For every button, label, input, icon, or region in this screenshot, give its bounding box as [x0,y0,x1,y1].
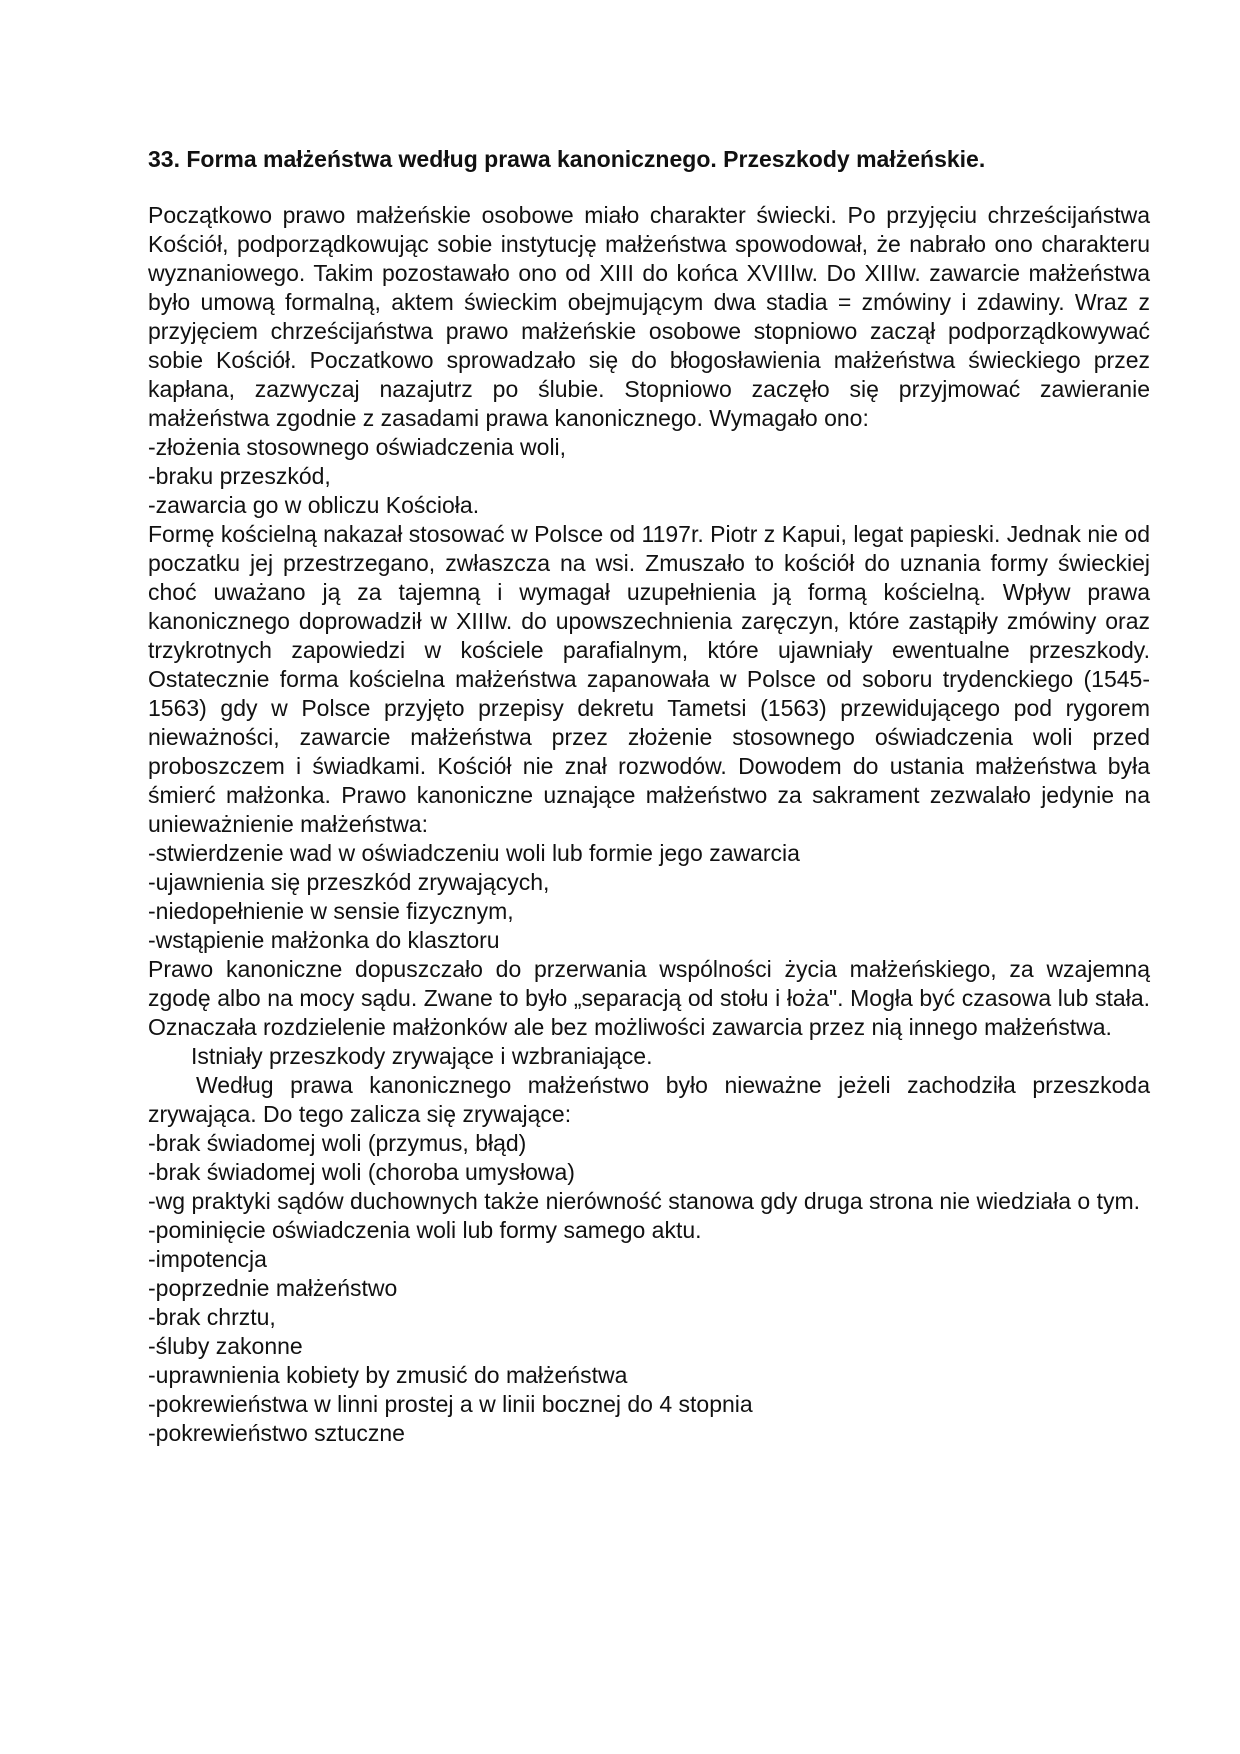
form-paragraph: Formę kościelną nakazał stosować w Polsce od 1197r. Piotr z Kapui, legat papieski. Jednak nie od poczatku jej przestrzegano, zwłaszcza na wsi. Zmuszało to kościół do uznania formy świeckiej choć uważano ją za tajemną i wymagał uzupełnienia ją formą kościelną. Wpływ prawa kanonicznego doprowadził w XIIIw. do upowszechnienia zaręczyn, które zastąpiły zmówiny oraz trzykrotnych zapowiedzi w kościele parafialnym, które ujawniały ewentualne przeszkody. Ostatecznie forma kościelna małżeństwa zapanowała w Polsce od soboru trydenckiego (1545-1563) gdy w Polsce przyjęto przepisy dekretu Tametsi (1563) przewidującego pod rygorem nieważności, zawarcie małżeństwa przez złożenie stosownego oświadczenia woli przed proboszczem i świadkami. Kościół nie znał rozwodów. Dowodem do ustania małżeństwa była śmierć małżonka. Prawo kanoniczne uznające małżeństwo za sakrament zezwalało jedynie na unieważnienie małżeństwa: [148,521,1150,837]
list-item: -uprawnienia kobiety by zmusić do małżeństwa [148,1362,628,1388]
nullifying-intro: Według prawa kanonicznego małżeństwo było nieważne jeżeli zachodziła przeszkoda zrywająca. Do tego zalicza się zrywające: [148,1072,1150,1127]
list-item: -wstąpienie małżonka do klasztoru [148,927,500,953]
requirements-list [148,433,1150,520]
list-item: -złożenia stosownego oświadczenia woli, [148,434,567,460]
intro-paragraph: Początkowo prawo małżeńskie osobowe miało charakter świecki. Po przyjęciu chrześcijaństwa Kościół, podporządkowując sobie instytucję małżeństwa spowodował, że nabrało ono charakteru wyznaniowego. Takim pozostawało ono od XIII do końca XVIIIw. Do XIIIw. zawarcie małżeństwa było umową formalną, aktem świeckim obejmującym dwa stadia = zmówiny i zdawiny. Wraz z przyjęciem chrześcijaństwa prawo małżeńskie osobowe stopniowo zaczął podporządkowywać sobie Kościół. Poczatkowo sprowadzało się do błogosławienia małżeństwa świeckiego przez kapłana, zazwyczaj nazajutrz po ślubie. Stopniowo zaczęło się przyjmować zawieranie małżeństwa zgodnie z zasadami prawa kanonicznego. Wymagało ono: [148,202,1150,431]
impediments-intro: Istniały przeszkody zrywające i wzbraniające. [191,1043,653,1069]
list-item: -niedopełnienie w sensie fizycznym, [148,898,514,924]
annulment-grounds-list [148,839,1150,955]
separation-paragraph: Prawo kanoniczne dopuszczało do przerwania wspólności życia małżeńskiego, za wzajemną zgodę albo na mocy sądu. Zwane to było „separacją od stołu i łoża". Mogła być czasowa lub stała. Oznaczała rozdzielenie małżonków ale bez możliwości zawarcia przez nią innego małżeństwa. [148,956,1150,1040]
nullifying-impediments-list [148,1129,1150,1448]
list-item: -brak chrztu, [148,1304,276,1330]
document-title: 33. Forma małżeństwa według prawa kanonicznego. Przeszkody małżeńskie. [148,146,986,172]
list-item: -stwierdzenie wad w oświadczeniu woli lub formie jego zawarcia [148,840,800,866]
list-item: -pokrewieństwa w linni prostej a w linii bocznej do 4 stopnia [148,1391,753,1417]
list-item: -impotencja [148,1246,267,1272]
list-item: -brak świadomej woli (przymus, błąd) [148,1130,527,1156]
list-item: -ujawnienia się przeszkód zrywających, [148,869,550,895]
list-item: -śluby zakonne [148,1333,303,1359]
list-item: -braku przeszkód, [148,463,331,489]
list-item: -brak świadomej woli (choroba umysłowa) [148,1159,575,1185]
list-item: -pominięcie oświadczenia woli lub formy samego aktu. [148,1217,702,1243]
list-item: -pokrewieństwo sztuczne [148,1420,405,1446]
document-page [148,145,1150,1448]
list-item: -zawarcia go w obliczu Kościoła. [148,492,480,518]
list-item: -poprzednie małżeństwo [148,1275,398,1301]
list-item: -wg praktyki sądów duchownych także nierówność stanowa gdy druga strona nie wiedziała o tym. [148,1188,1141,1214]
